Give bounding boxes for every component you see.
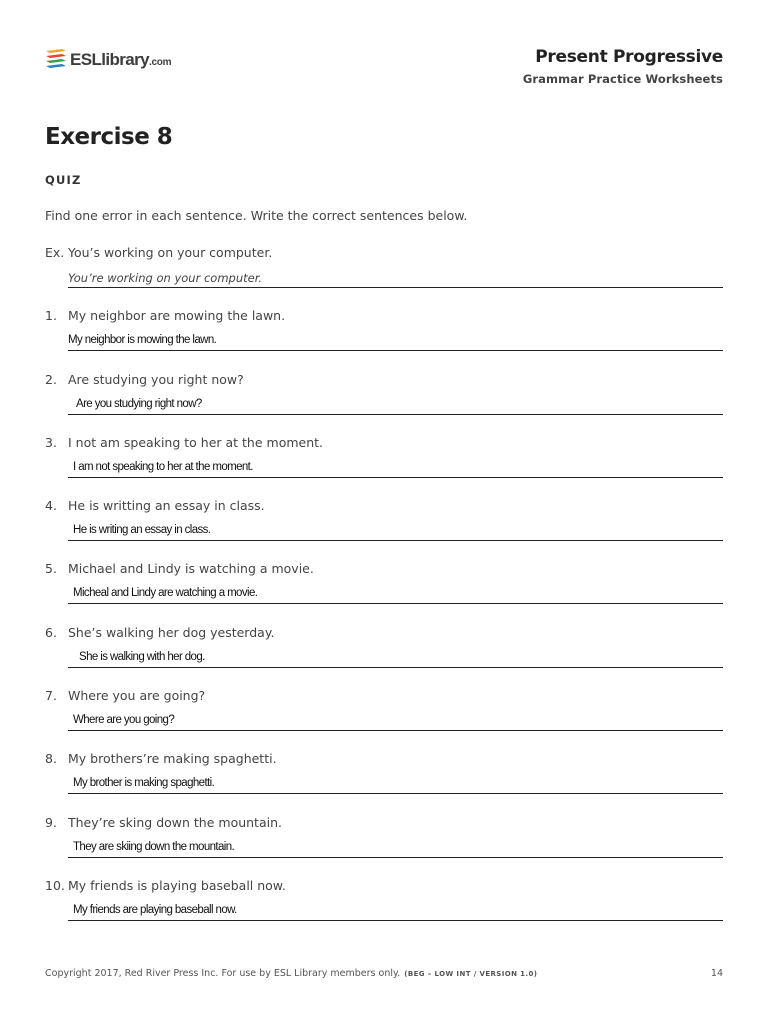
quiz-item <box>45 815 723 865</box>
item-prompt: My friends is playing baseball now. <box>68 878 286 893</box>
item-answer[interactable]: My brother is making spaghetti. <box>73 777 215 789</box>
answer-line <box>68 414 723 415</box>
item-answer[interactable]: Are you studying right now? <box>76 398 202 410</box>
level-tag: (BEG – LOW INT / VERSION 1.0) <box>404 970 538 978</box>
item-number: Ex. <box>45 245 65 260</box>
item-answer[interactable]: Where are you going? <box>73 714 175 726</box>
item-prompt: They’re sking down the mountain. <box>68 815 282 830</box>
answer-line <box>68 793 723 794</box>
item-prompt: Michael and Lindy is watching a movie. <box>68 561 314 576</box>
quiz-item <box>45 308 723 358</box>
item-number: 7. <box>45 688 57 703</box>
answer-line <box>68 730 723 731</box>
quiz-item <box>45 625 723 675</box>
exercise-title: Exercise 8 <box>45 124 173 150</box>
esl-library-logo <box>45 47 171 73</box>
answer-line <box>68 920 723 921</box>
quiz-item <box>45 878 723 928</box>
quiz-item <box>45 688 723 738</box>
item-number: 4. <box>45 498 57 513</box>
footer-copyright <box>45 968 537 979</box>
item-answer[interactable]: You’re working on your computer. <box>68 271 263 285</box>
quiz-item <box>45 498 723 548</box>
section-label: QUIZ <box>45 173 82 187</box>
quiz-item <box>45 372 723 422</box>
answer-line <box>68 350 723 351</box>
document-title: Present Progressive <box>535 47 723 67</box>
page-number: 14 <box>710 968 723 979</box>
answer-line <box>68 667 723 668</box>
item-number: 10. <box>45 878 65 893</box>
answer-line <box>68 603 723 604</box>
copyright-text: Copyright 2017, Red River Press Inc. For use by ESL Library members only. <box>45 968 401 979</box>
logo-wordmark: ESLlibrary.com <box>70 50 172 69</box>
example-item <box>45 245 723 295</box>
item-prompt: Where you are going? <box>68 688 206 703</box>
item-prompt: My neighbor are mowing the lawn. <box>68 308 286 323</box>
item-answer[interactable]: My neighbor is mowing the lawn. <box>68 334 217 346</box>
item-prompt: He is writting an essay in class. <box>68 498 265 513</box>
item-prompt: She’s walking her dog yesterday. <box>68 625 275 640</box>
book-stack-icon <box>45 48 67 72</box>
item-answer[interactable]: They are skiing down the mountain. <box>73 841 235 853</box>
item-number: 2. <box>45 372 57 387</box>
quiz-item <box>45 751 723 801</box>
quiz-item <box>45 435 723 485</box>
answer-line <box>68 540 723 541</box>
item-number: 5. <box>45 561 57 576</box>
item-number: 6. <box>45 625 57 640</box>
item-answer[interactable]: She is walking with her dog. <box>79 651 205 663</box>
item-prompt: I not am speaking to her at the moment. <box>68 435 324 450</box>
item-number: 3. <box>45 435 57 450</box>
item-number: 1. <box>45 308 57 323</box>
item-answer[interactable]: My friends are playing baseball now. <box>73 904 237 916</box>
answer-line <box>68 477 723 478</box>
item-number: 9. <box>45 815 57 830</box>
item-answer[interactable]: I am not speaking to her at the moment. <box>73 461 253 473</box>
answer-line <box>68 287 723 288</box>
item-answer[interactable]: He is writing an essay in class. <box>73 524 211 536</box>
item-answer[interactable]: Micheal and Lindy are watching a movie. <box>73 587 258 599</box>
item-prompt: Are studying you right now? <box>68 372 244 387</box>
item-number: 8. <box>45 751 57 766</box>
item-prompt: My brothers’re making spaghetti. <box>68 751 277 766</box>
instructions: Find one error in each sentence. Write the correct sentences below. <box>45 208 468 223</box>
item-prompt: You’s working on your computer. <box>68 245 273 260</box>
answer-line <box>68 857 723 858</box>
quiz-item <box>45 561 723 611</box>
document-subtitle: Grammar Practice Worksheets <box>522 72 723 86</box>
